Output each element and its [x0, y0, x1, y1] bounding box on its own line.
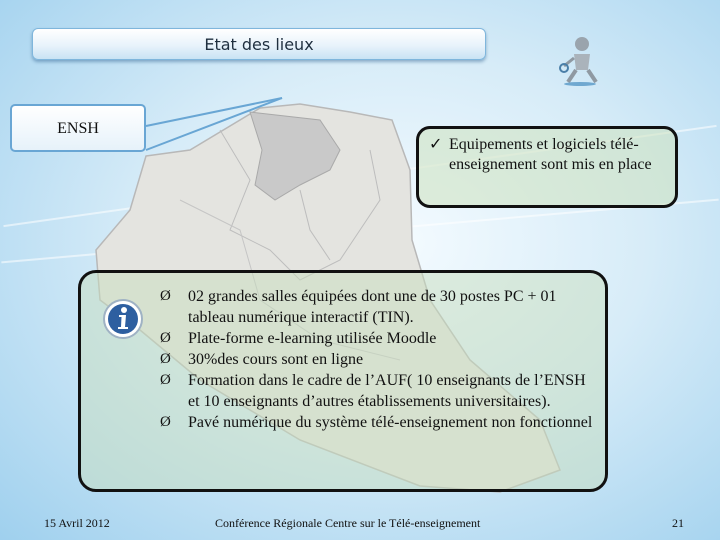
- list-item: Ø Formation dans le cadre de l’AUF( 10 enseignants de l’ENSH et 10 enseignants d’autres établissements universitaires).: [160, 372, 586, 410]
- equipment-summary-text: Equipements et logiciels télé-enseignement sont mis en place: [449, 136, 652, 173]
- details-list: [160, 286, 600, 433]
- checkmark-icon: ✓: [429, 136, 443, 153]
- person-with-key-icon: [556, 34, 604, 86]
- footer-conference: Conférence Régionale Centre sur le Télé-enseignement: [215, 516, 481, 530]
- info-icon: [102, 298, 144, 340]
- arrow-bullet-icon: Ø: [160, 372, 171, 388]
- arrow-bullet-icon: Ø: [160, 351, 171, 367]
- slide-title: Etat des lieux: [32, 28, 486, 60]
- list-item: Ø Plate-forme e-learning utilisée Moodle: [160, 330, 437, 347]
- footer-date: 15 Avril 2012: [44, 516, 110, 530]
- arrow-bullet-icon: Ø: [160, 414, 171, 430]
- location-label: ENSH: [10, 104, 146, 152]
- arrow-bullet-icon: Ø: [160, 330, 171, 346]
- list-item: Ø 30%des cours sont en ligne: [160, 351, 364, 368]
- equipment-summary-box: [416, 126, 678, 208]
- arrow-bullet-icon: Ø: [160, 288, 171, 304]
- list-item: Ø Pavé numérique du système télé-enseignement non fonctionnel: [160, 414, 593, 431]
- list-item: Ø 02 grandes salles équipées dont une de 30 postes PC + 01 tableau numérique interactif (TIN).: [160, 288, 557, 326]
- page-number: 21: [672, 516, 684, 530]
